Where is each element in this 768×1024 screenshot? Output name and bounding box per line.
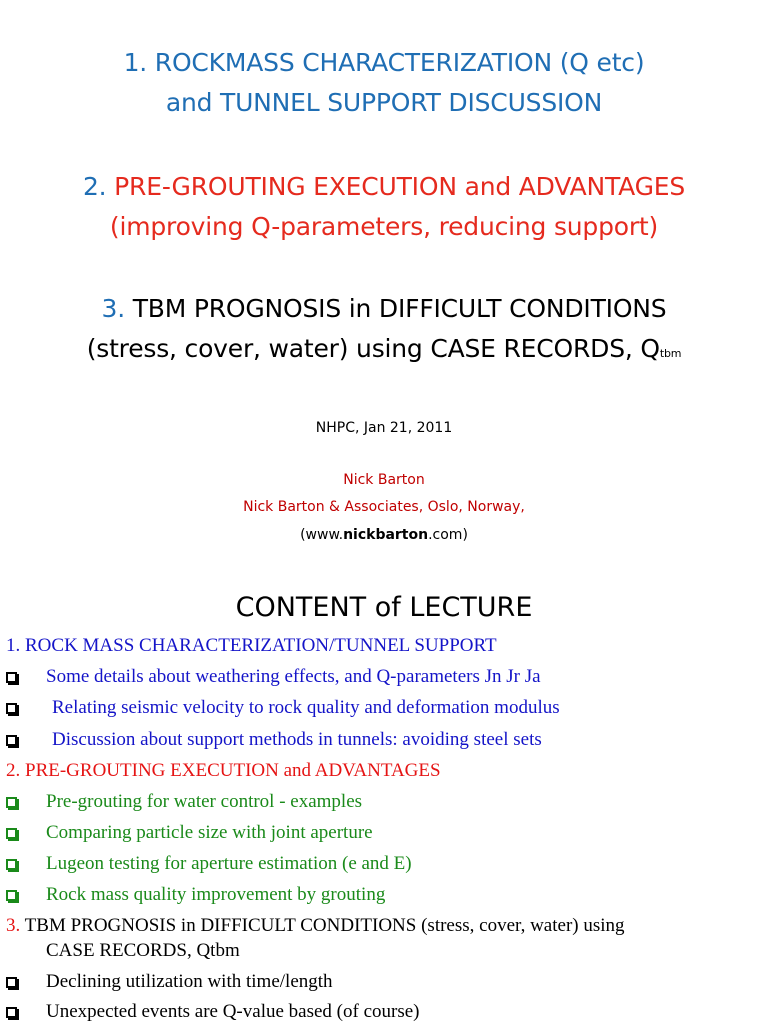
title-item-2-line-2: (improving Q-parameters, reducing support) (109, 212, 659, 241)
title-line-1: 1. ROCKMASS CHARACTERIZATION (Q etc) (123, 48, 645, 77)
website-link[interactable] (0, 526, 768, 544)
section-1-item-1-text: Some details about weathering effects, and Q-parameters Jn Jr Ja (46, 666, 541, 687)
checkbox-icon (6, 1007, 17, 1018)
checkbox-icon (6, 977, 17, 988)
checkbox-icon (6, 672, 17, 683)
author-name: Nick Barton (343, 472, 425, 488)
content-heading: CONTENT of LECTURE (235, 592, 533, 623)
checkbox-icon (6, 828, 17, 839)
section-1-item-2-text: Relating seismic velocity to rock quality and deformation modulus (52, 697, 560, 718)
section-3-item-1-text: Declining utilization with time/length (46, 971, 333, 992)
section-3-item-2-text: Unexpected events are Q-value based (of course) (46, 1001, 420, 1022)
title-item-3-line-2 (0, 330, 768, 373)
checkbox-icon (6, 890, 17, 901)
title-item-2-number: 2. (82, 172, 107, 201)
section-1-heading: 1. ROCK MASS CHARACTERIZATION/TUNNEL SUPPORT (6, 635, 497, 656)
section-1-item-1 (6, 665, 768, 689)
section-3-heading-text: TBM PROGNOSIS in DIFFICULT CONDITIONS (stress, cover, water) using (24, 915, 625, 936)
website-prefix: (www. (300, 527, 344, 543)
section-1-item-3-text: Discussion about support methods in tunnels: avoiding steel sets (52, 729, 542, 750)
event-date: NHPC, Jan 21, 2011 (315, 420, 453, 436)
section-3-item-2 (6, 1000, 768, 1024)
section-2-item-2 (6, 821, 768, 845)
title-item-3-line-2-text: (stress, cover, water) using CASE RECORDS, Q (86, 334, 660, 363)
section-3-item-1 (6, 970, 768, 994)
section-2-item-4-text: Rock mass quality improvement by grouting (46, 884, 386, 905)
checkbox-icon (6, 797, 17, 808)
checkbox-icon (6, 703, 17, 714)
section-1-item-2 (6, 696, 768, 720)
section-2-item-3-text: Lugeon testing for aperture estimation (e and E) (46, 853, 412, 874)
title-item-3-line-1 (0, 290, 768, 328)
author-affiliation: Nick Barton & Associates, Oslo, Norway, (243, 499, 525, 515)
section-2-item-4 (6, 883, 768, 907)
checkbox-icon (6, 735, 17, 746)
section-2-item-2-text: Comparing particle size with joint aperture (46, 822, 373, 843)
section-2-item-1-text: Pre-grouting for water control - examples (46, 791, 363, 812)
title-item-2-text: PRE-GROUTING EXECUTION and ADVANTAGES (114, 172, 686, 201)
title-item-2-line-1 (0, 168, 768, 206)
section-2-item-3 (6, 852, 768, 876)
section-3-number: 3. (6, 915, 21, 936)
website-domain: nickbarton (343, 527, 429, 543)
section-2-item-1 (6, 790, 768, 814)
title-line-2: and TUNNEL SUPPORT DISCUSSION (165, 88, 603, 117)
section-3-heading-line-1 (6, 914, 768, 938)
title-item-3-number: 3. (101, 294, 125, 323)
checkbox-icon (6, 859, 17, 870)
section-3-heading-line-2: CASE RECORDS, Qtbm (46, 940, 240, 961)
title-item-3-text: TBM PROGNOSIS in DIFFICULT CONDITIONS (132, 294, 667, 323)
section-2-heading: 2. PRE-GROUTING EXECUTION and ADVANTAGES (6, 760, 441, 781)
website-suffix: .com) (428, 527, 468, 543)
section-1-item-3 (6, 728, 768, 752)
title-item-3-subscript: tbm (659, 347, 682, 360)
